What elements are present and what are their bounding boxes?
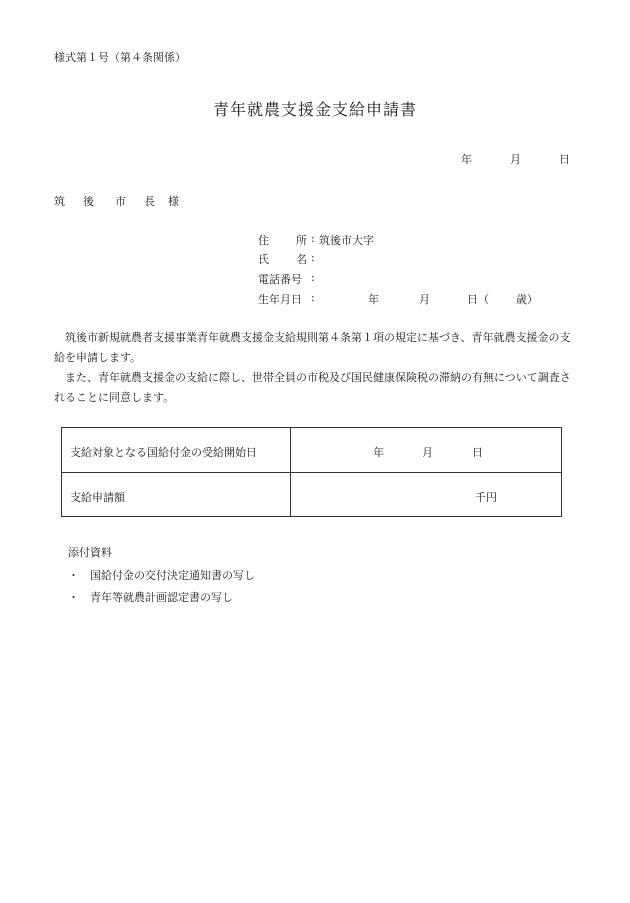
date-day: 日 [559,153,570,166]
start-date-day: 日 [472,446,483,459]
birth-day: 日（ [467,293,489,306]
application-statement [54,328,576,368]
addressee-char: 長 [144,195,155,208]
date-month: 月 [510,153,521,166]
amount-label: 支給申請額 [70,491,125,504]
age: 歳） [516,293,538,306]
table-column-divider [290,428,291,516]
birth-month: 月 [419,293,430,306]
addressee-char: 筑 [54,195,65,208]
phone-label: 電話番号 [258,273,302,286]
document-title: 青年就農支援金支給申請書 [212,100,417,119]
addressee-honorific: 様 [168,195,179,208]
start-date-month: 月 [422,446,433,459]
amount-unit: 千円 [475,491,497,504]
bullet: ・ [68,569,79,582]
addressee-char: 後 [83,195,94,208]
bullet: ・ [68,591,79,604]
date-year: 年 [461,153,472,166]
address-value: 筑後市大字 [319,234,374,247]
form-number: 様式第１号（第４条関係） [54,51,186,64]
application-table [61,427,562,517]
attachment-item-text: 国給付金の交付決定通知書の写し [90,569,255,582]
address-colon: : [311,232,315,245]
consent-statement [54,368,576,408]
attachments-title: 添付資料 [68,546,112,559]
addressee-char: 市 [115,195,126,208]
statement-paragraph-1: 筑後市新規就農者支援事業青年就農支援金支給規則第４条第１項の規定に基づき、青年就農支援金の支給を申請します。 [54,331,571,364]
birthdate-label: 生年月日 [258,293,302,306]
start-date-year: 年 [373,446,384,459]
name-colon: : [311,251,315,264]
table-row-divider [62,472,561,473]
attachment-item-text: 青年等就農計画認定書の写し [90,591,233,604]
statement-paragraph-2: また、青年就農支援金の支給に際し、世帯全員の市税及び国民健康保険税の滞納の有無について調査されることに同意します。 [54,371,571,404]
birthdate-colon: : [311,291,315,304]
phone-colon: : [311,271,315,284]
start-date-label: 支給対象となる国給付金の受給開始日 [70,446,257,459]
birth-year: 年 [368,293,379,306]
